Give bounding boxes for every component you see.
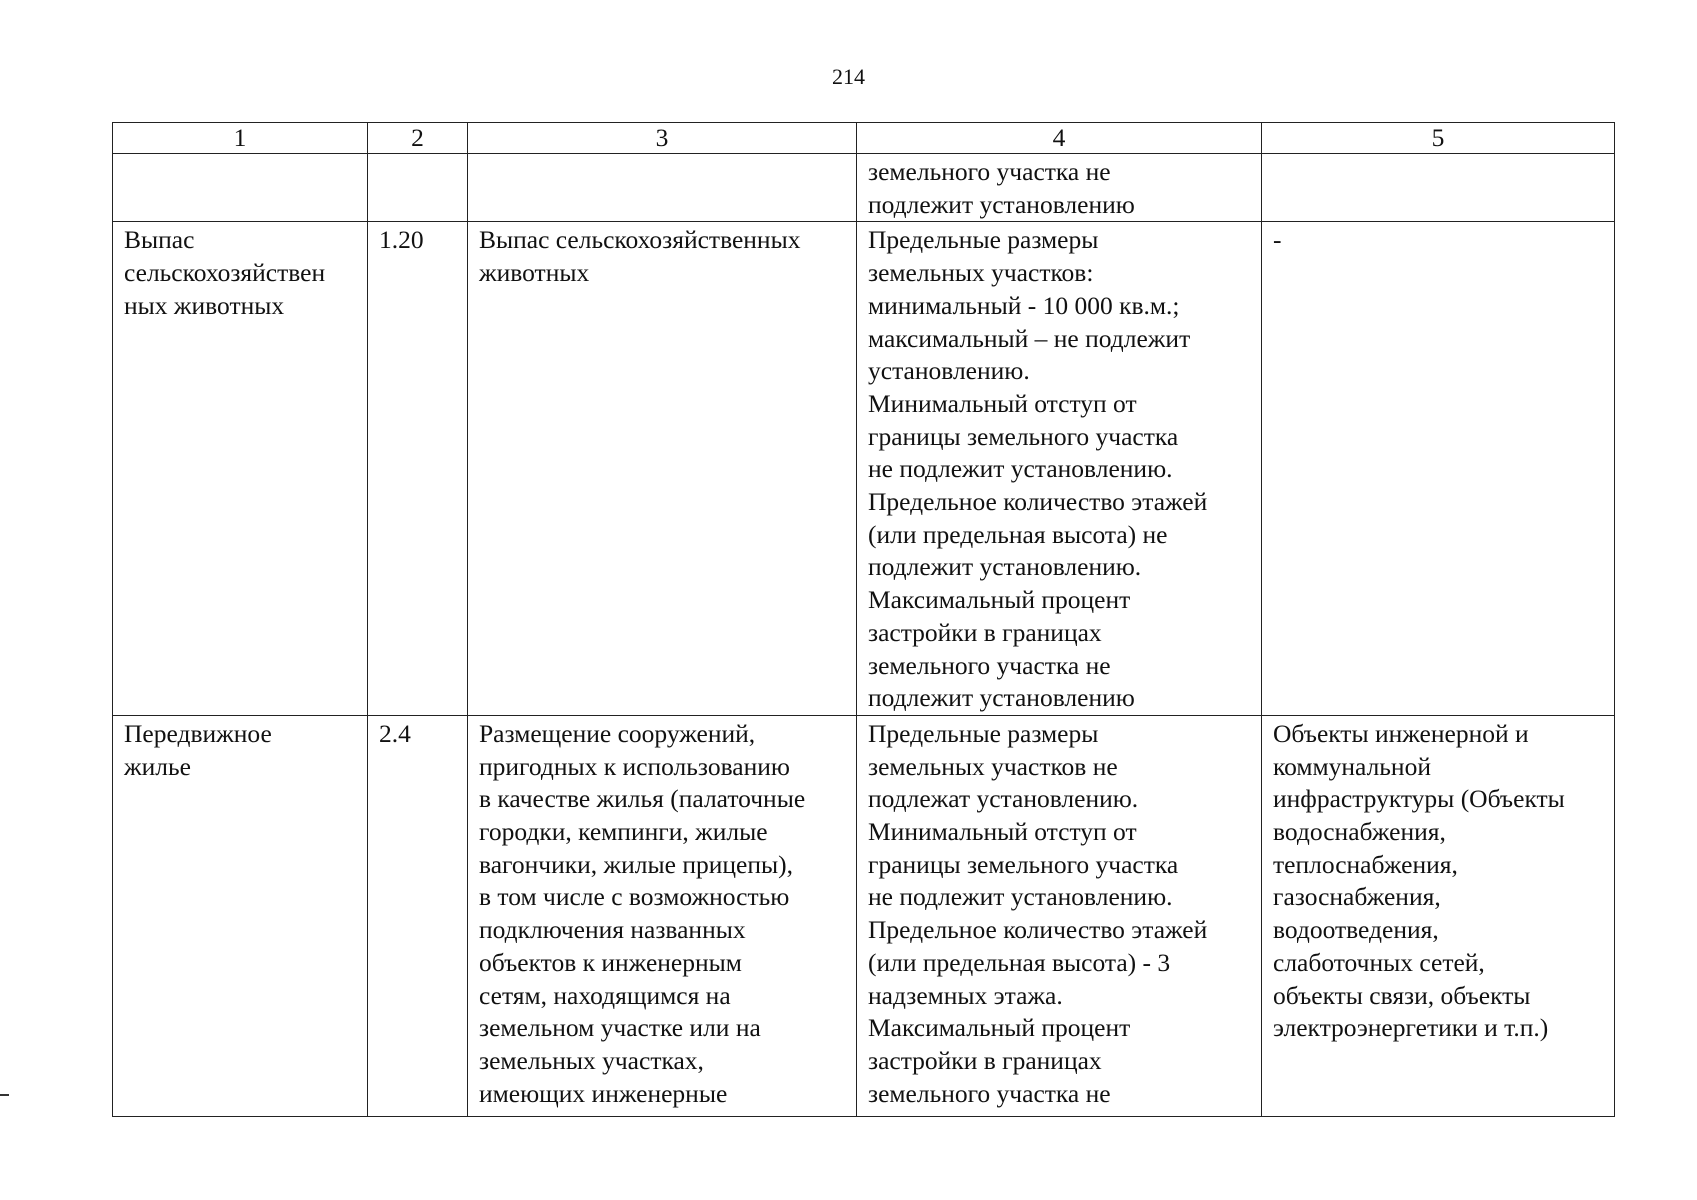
auxiliary-uses-cell: Объекты инженерной и коммунальной инфраструктуры (Объекты водоснабжения, теплоснабжения, газоснабжения, водоотведения, слаботочных сетей, объекты связи, объекты электроэнергетики и т.п.) <box>1262 715 1615 1116</box>
table-row <box>113 222 1615 716</box>
auxiliary-uses-cell: - <box>1262 222 1615 716</box>
use-code-cell <box>368 154 468 222</box>
table-header-row <box>113 123 1615 154</box>
use-code-cell: 1.20 <box>368 222 468 716</box>
auxiliary-uses-cell <box>1262 154 1615 222</box>
parameters-cell: земельного участка не подлежит установлению <box>857 154 1262 222</box>
scan-edge-mark <box>0 1094 9 1096</box>
header-cell-1: 1 <box>113 123 368 154</box>
use-type-name-cell <box>113 154 368 222</box>
use-type-name-cell: Передвижное жилье <box>113 715 368 1116</box>
header-cell-4: 4 <box>857 123 1262 154</box>
use-description-cell: Размещение сооружений, пригодных к использованию в качестве жилья (палаточные городки, кемпинги, жилые вагончики, жилые прицепы), в том числе с возможностью подключения названных объектов к инженерным сетям, находящимся на земельном участке или на земельных участках, имеющих инженерные <box>468 715 857 1116</box>
header-cell-2: 2 <box>368 123 468 154</box>
use-code-cell: 2.4 <box>368 715 468 1116</box>
use-type-name-cell: Выпас сельскохозяйствен ных животных <box>113 222 368 716</box>
table-row <box>113 154 1615 222</box>
parameters-cell: Предельные размеры земельных участков не подлежат установлению. Минимальный отступ от границы земельного участка не подлежит установлению. Предельное количество этажей (или предельная высота) - 3 надземных этажа. Максимальный процент застройки в границах земельного участка не <box>857 715 1262 1116</box>
use-description-cell <box>468 154 857 222</box>
regulations-table <box>112 122 1615 1117</box>
header-cell-5: 5 <box>1262 123 1615 154</box>
use-description-cell: Выпас сельскохозяйственных животных <box>468 222 857 716</box>
table-row <box>113 715 1615 1116</box>
page-number: 214 <box>832 64 865 89</box>
parameters-cell: Предельные размеры земельных участков: минимальный - 10 000 кв.м.; максимальный – не подлежит установлению. Минимальный отступ от границы земельного участка не подлежит установлению. Предельное количество этажей (или предельная высота) не подлежит установлению. Максимальный процент застройки в границах земельного участка не подлежит установлению <box>857 222 1262 716</box>
header-cell-3: 3 <box>468 123 857 154</box>
